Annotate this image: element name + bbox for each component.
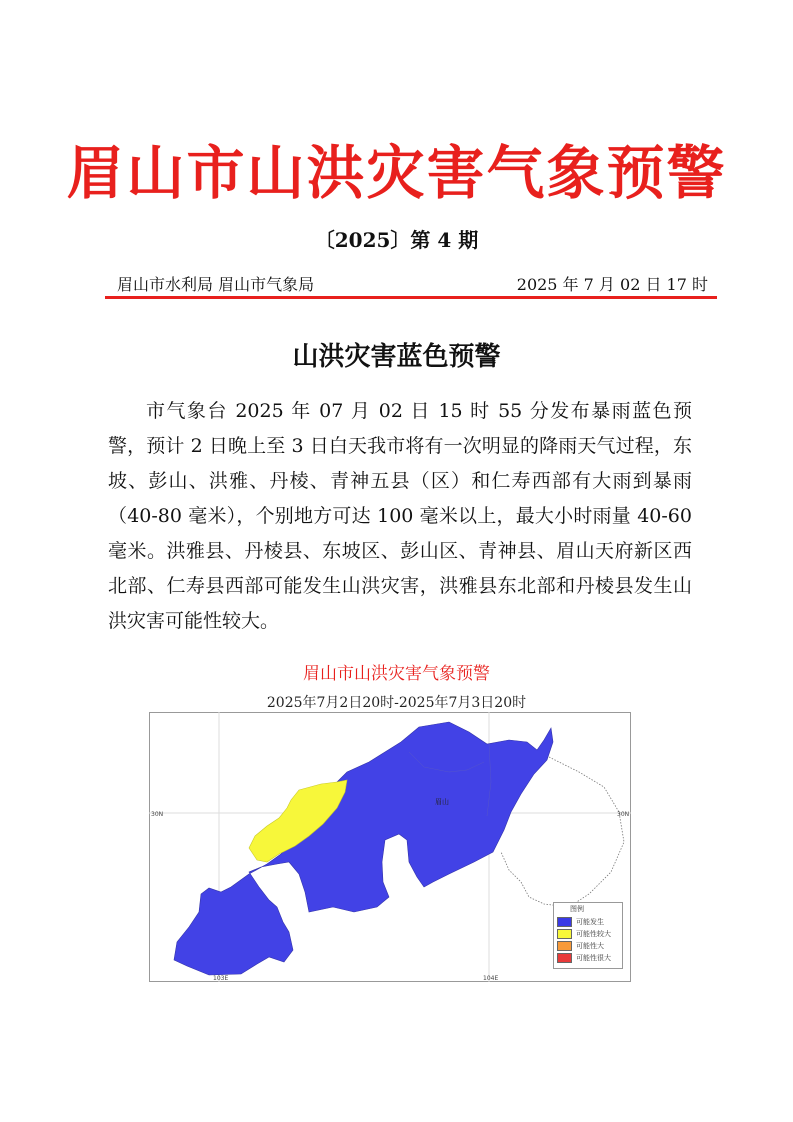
red-divider bbox=[105, 296, 717, 299]
lat-label-right: 30N bbox=[617, 811, 630, 818]
legend-item bbox=[554, 916, 622, 928]
legend-swatch bbox=[557, 917, 572, 927]
lon-label-103e: 103E bbox=[213, 975, 229, 982]
legend-swatch bbox=[557, 941, 572, 951]
legend-item bbox=[554, 952, 622, 964]
document-body: 市气象台 2025 年 07 月 02 日 15 时 55 分发布暴雨蓝色预警，预计 2 日晚上至 3 日白天我市将有一次明显的降雨天气过程，东坡、彭山、洪雅、丹棱、青神五县（区）和仁寿西部有大雨到暴雨（40-80 毫米），个别地方可达 100 毫米以上，最大小时雨量 40-60 毫米。洪雅县、丹棱县、东坡区、彭山区、青神县、眉山天府新区西北部、仁寿县西部可能发生山洪灾害，洪雅县东北部和丹棱县发生山洪灾害可能性较大。 bbox=[108, 400, 692, 632]
legend-item bbox=[554, 928, 622, 940]
map-legend bbox=[553, 902, 623, 969]
map-title: 眉山市山洪灾害气象预警 bbox=[303, 664, 490, 684]
legend-label: 可能发生 bbox=[576, 918, 604, 926]
city-label: 眉山 bbox=[435, 798, 449, 806]
legend-swatch bbox=[557, 953, 572, 963]
issue-number: 〔2025〕第 4 期 bbox=[314, 228, 479, 252]
lon-label-104e: 104E bbox=[483, 975, 499, 982]
legend-item bbox=[554, 940, 622, 952]
document-title: 山洪灾害蓝色预警 bbox=[292, 342, 501, 372]
legend-swatch bbox=[557, 929, 572, 939]
issue-datetime: 2025 年 7 月 02 日 17 时 bbox=[516, 275, 708, 294]
legend-title: 图例 bbox=[570, 905, 584, 913]
legend-label: 可能性很大 bbox=[576, 954, 611, 962]
map-subtitle: 2025年7月2日20时-2025年7月3日20时 bbox=[266, 695, 527, 711]
masthead-title: 眉山市山洪灾害气象预警 bbox=[66, 139, 727, 207]
legend-label: 可能性大 bbox=[576, 942, 604, 950]
issuing-agencies: 眉山市水利局 眉山市气象局 bbox=[117, 275, 315, 294]
legend-label: 可能性较大 bbox=[576, 930, 611, 938]
lat-label-left: 30N bbox=[151, 811, 164, 818]
